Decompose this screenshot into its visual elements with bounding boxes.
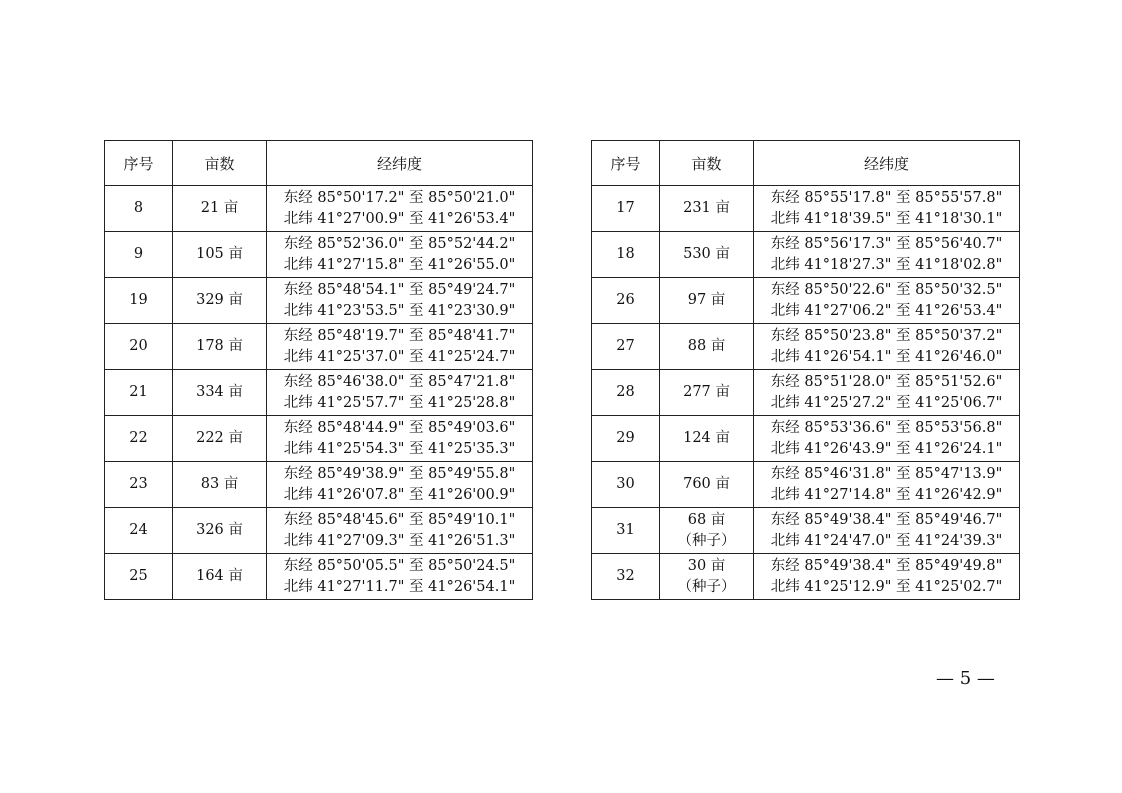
area-value: 178 亩 xyxy=(196,338,243,354)
area-cell xyxy=(173,370,267,416)
table-body-right xyxy=(592,186,1020,600)
coordinates-table-right xyxy=(591,140,1020,600)
longitude-range: 东经 85°51'28.0" 至 85°51'52.6" xyxy=(770,373,1003,390)
coordinates-cell xyxy=(754,186,1020,232)
latitude-range: 北纬 41°27'06.2" 至 41°26'53.4" xyxy=(770,302,1003,319)
area-cell xyxy=(173,508,267,554)
latitude-range: 北纬 41°27'00.9" 至 41°26'53.4" xyxy=(283,210,516,227)
table-row xyxy=(105,554,533,600)
seq-cell: 25 xyxy=(105,554,173,600)
area-value: 222 亩 xyxy=(196,430,243,446)
area-cell xyxy=(660,462,754,508)
page-number: — 5 — xyxy=(936,668,995,689)
longitude-range: 东经 85°52'36.0" 至 85°52'44.2" xyxy=(283,235,516,252)
header-area: 亩数 xyxy=(173,141,267,186)
coordinates-cell xyxy=(754,416,1020,462)
table-row xyxy=(105,508,533,554)
latitude-range: 北纬 41°25'37.0" 至 41°25'24.7" xyxy=(283,348,516,365)
area-cell xyxy=(173,232,267,278)
seq-cell: 20 xyxy=(105,324,173,370)
table-row xyxy=(592,232,1020,278)
table-row xyxy=(105,278,533,324)
area-value: 530 亩 xyxy=(683,246,730,262)
latitude-range: 北纬 41°25'57.7" 至 41°25'28.8" xyxy=(283,394,516,411)
seq-cell: 9 xyxy=(105,232,173,278)
area-value: 326 亩 xyxy=(196,522,243,538)
latitude-range: 北纬 41°27'15.8" 至 41°26'55.0" xyxy=(283,256,516,273)
coordinates-cell xyxy=(754,370,1020,416)
table-row xyxy=(105,232,533,278)
header-area: 亩数 xyxy=(660,141,754,186)
coordinates-cell xyxy=(267,462,533,508)
table-row xyxy=(105,324,533,370)
longitude-range: 东经 85°49'38.4" 至 85°49'46.7" xyxy=(770,511,1003,528)
area-cell xyxy=(173,186,267,232)
coordinates-cell xyxy=(267,370,533,416)
area-cell xyxy=(660,416,754,462)
area-cell xyxy=(173,554,267,600)
area-cell xyxy=(660,278,754,324)
latitude-range: 北纬 41°27'09.3" 至 41°26'51.3" xyxy=(283,532,516,549)
coordinates-table-left xyxy=(104,140,533,600)
area-cell xyxy=(173,416,267,462)
seq-cell: 21 xyxy=(105,370,173,416)
longitude-range: 东经 85°56'17.3" 至 85°56'40.7" xyxy=(770,235,1003,252)
seq-cell: 24 xyxy=(105,508,173,554)
latitude-range: 北纬 41°25'27.2" 至 41°25'06.7" xyxy=(770,394,1003,411)
coordinates-cell xyxy=(754,462,1020,508)
seq-cell: 27 xyxy=(592,324,660,370)
area-value: 277 亩 xyxy=(683,384,730,400)
area-cell xyxy=(173,324,267,370)
longitude-range: 东经 85°55'17.8" 至 85°55'57.8" xyxy=(770,189,1003,206)
table-header-row xyxy=(105,141,533,186)
area-value: 231 亩 xyxy=(683,200,730,216)
area-cell xyxy=(173,278,267,324)
table-row xyxy=(592,186,1020,232)
area-note: （种子） xyxy=(677,578,736,595)
table-row xyxy=(105,186,533,232)
latitude-range: 北纬 41°27'11.7" 至 41°26'54.1" xyxy=(283,578,516,595)
area-cell xyxy=(660,508,754,554)
latitude-range: 北纬 41°24'47.0" 至 41°24'39.3" xyxy=(770,532,1003,549)
area-value: 329 亩 xyxy=(196,292,243,308)
area-note: （种子） xyxy=(677,532,736,549)
longitude-range: 东经 85°46'38.0" 至 85°47'21.8" xyxy=(283,373,516,390)
latitude-range: 北纬 41°18'27.3" 至 41°18'02.8" xyxy=(770,256,1003,273)
table-row xyxy=(592,370,1020,416)
longitude-range: 东经 85°49'38.9" 至 85°49'55.8" xyxy=(283,465,516,482)
latitude-range: 北纬 41°25'12.9" 至 41°25'02.7" xyxy=(770,578,1003,595)
table-row xyxy=(592,416,1020,462)
longitude-range: 东经 85°50'17.2" 至 85°50'21.0" xyxy=(283,189,516,206)
latitude-range: 北纬 41°26'54.1" 至 41°26'46.0" xyxy=(770,348,1003,365)
coordinates-cell xyxy=(267,416,533,462)
area-value: 105 亩 xyxy=(196,246,243,262)
area-cell xyxy=(660,370,754,416)
coordinates-cell xyxy=(267,554,533,600)
table-row xyxy=(592,554,1020,600)
seq-cell: 26 xyxy=(592,278,660,324)
latitude-range: 北纬 41°23'53.5" 至 41°23'30.9" xyxy=(283,302,516,319)
area-cell xyxy=(660,232,754,278)
area-cell xyxy=(660,186,754,232)
header-seq: 序号 xyxy=(592,141,660,186)
coordinates-cell xyxy=(754,324,1020,370)
longitude-range: 东经 85°48'44.9" 至 85°49'03.6" xyxy=(283,419,516,436)
latitude-range: 北纬 41°18'39.5" 至 41°18'30.1" xyxy=(770,210,1003,227)
table-body-left xyxy=(105,186,533,600)
coordinates-cell xyxy=(754,554,1020,600)
table-row xyxy=(105,416,533,462)
area-value: 124 亩 xyxy=(683,430,730,446)
seq-cell: 31 xyxy=(592,508,660,554)
latitude-range: 北纬 41°25'54.3" 至 41°25'35.3" xyxy=(283,440,516,457)
table-row xyxy=(592,278,1020,324)
seq-cell: 28 xyxy=(592,370,660,416)
longitude-range: 东经 85°49'38.4" 至 85°49'49.8" xyxy=(770,557,1003,574)
table-header-row xyxy=(592,141,1020,186)
area-value: 760 亩 xyxy=(683,476,730,492)
table-row xyxy=(592,508,1020,554)
latitude-range: 北纬 41°26'07.8" 至 41°26'00.9" xyxy=(283,486,516,503)
seq-cell: 30 xyxy=(592,462,660,508)
longitude-range: 东经 85°48'54.1" 至 85°49'24.7" xyxy=(283,281,516,298)
coordinates-cell xyxy=(267,186,533,232)
table-row xyxy=(592,462,1020,508)
header-seq: 序号 xyxy=(105,141,173,186)
area-value: 97 亩 xyxy=(687,292,726,308)
seq-cell: 19 xyxy=(105,278,173,324)
seq-cell: 32 xyxy=(592,554,660,600)
latitude-range: 北纬 41°27'14.8" 至 41°26'42.9" xyxy=(770,486,1003,503)
header-coordinates: 经纬度 xyxy=(754,141,1020,186)
coordinates-cell xyxy=(267,508,533,554)
seq-cell: 8 xyxy=(105,186,173,232)
longitude-range: 东经 85°50'05.5" 至 85°50'24.5" xyxy=(283,557,516,574)
longitude-range: 东经 85°48'19.7" 至 85°48'41.7" xyxy=(283,327,516,344)
area-cell xyxy=(660,324,754,370)
coordinates-cell xyxy=(267,324,533,370)
latitude-range: 北纬 41°26'43.9" 至 41°26'24.1" xyxy=(770,440,1003,457)
area-value: 68 亩 xyxy=(687,511,726,528)
area-value: 83 亩 xyxy=(200,476,239,492)
area-value: 30 亩 xyxy=(687,557,726,574)
header-coordinates: 经纬度 xyxy=(267,141,533,186)
seq-cell: 18 xyxy=(592,232,660,278)
area-cell xyxy=(660,554,754,600)
table-row xyxy=(105,462,533,508)
area-value: 21 亩 xyxy=(200,200,239,216)
coordinates-cell xyxy=(267,278,533,324)
table-row xyxy=(105,370,533,416)
seq-cell: 17 xyxy=(592,186,660,232)
seq-cell: 22 xyxy=(105,416,173,462)
area-cell xyxy=(173,462,267,508)
longitude-range: 东经 85°50'22.6" 至 85°50'32.5" xyxy=(770,281,1003,298)
table-row xyxy=(592,324,1020,370)
longitude-range: 东经 85°50'23.8" 至 85°50'37.2" xyxy=(770,327,1003,344)
coordinates-cell xyxy=(267,232,533,278)
area-value: 334 亩 xyxy=(196,384,243,400)
seq-cell: 29 xyxy=(592,416,660,462)
seq-cell: 23 xyxy=(105,462,173,508)
coordinates-cell xyxy=(754,232,1020,278)
area-value: 88 亩 xyxy=(687,338,726,354)
area-value: 164 亩 xyxy=(196,568,243,584)
coordinates-cell xyxy=(754,508,1020,554)
longitude-range: 东经 85°46'31.8" 至 85°47'13.9" xyxy=(770,465,1003,482)
longitude-range: 东经 85°53'36.6" 至 85°53'56.8" xyxy=(770,419,1003,436)
coordinates-cell xyxy=(754,278,1020,324)
longitude-range: 东经 85°48'45.6" 至 85°49'10.1" xyxy=(283,511,516,528)
